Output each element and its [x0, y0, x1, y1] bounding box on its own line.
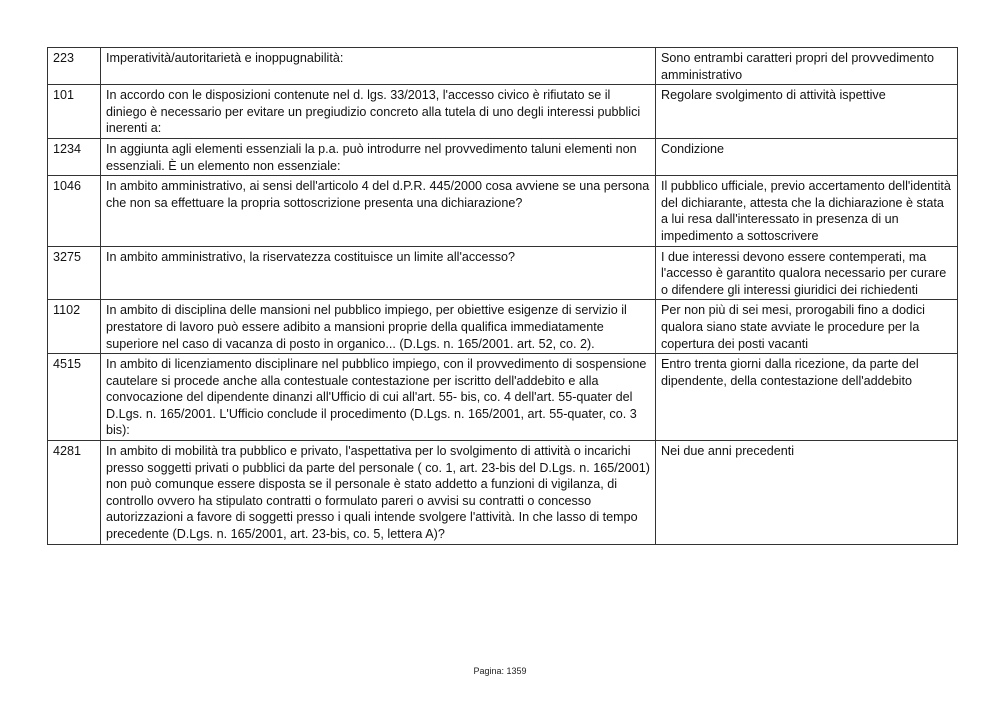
answer-text: Nei due anni precedenti — [656, 441, 958, 545]
question-id: 1046 — [48, 176, 101, 246]
answer-text: I due interessi devono essere contemperati, ma l'accesso è garantito qualora necessario per curare o difendere gli interessi giuridici dei richiedenti — [656, 246, 958, 300]
question-id: 1102 — [48, 300, 101, 354]
page-number: Pagina: 1359 — [473, 666, 527, 676]
answer-text: Il pubblico ufficiale, previo accertamento dell'identità del dichiarante, attesta che la dichiarazione è stata a lui resa dall'interessato in presenza di un impedimento a sottoscrivere — [656, 176, 958, 246]
table-row — [48, 176, 958, 246]
question-id: 101 — [48, 85, 101, 139]
question-id: 223 — [48, 48, 101, 85]
table-row — [48, 138, 958, 175]
table-row — [48, 85, 958, 139]
question-text: In ambito di mobilità tra pubblico e privato, l'aspettativa per lo svolgimento di attività o incarichi presso soggetti privati o pubblici da parte del personale ( co. 1, art. 23-bis del D.Lgs. n. 165/2001) non può comunque essere disposta se il personale è stato addetto a funzioni di vigilanza, di controllo ovvero ha stipulato contratti o formulato pareri o avvisi su contratti o concesso autorizzazioni a favore di soggetti presso i quali intende svolgere l'attività. In che lasso di tempo precedente (D.Lgs. n. 165/2001, art. 23-bis, co. 5, lettera A)? — [101, 441, 656, 545]
questions-table — [47, 47, 958, 545]
question-text: Imperatività/autoritarietà e inoppugnabilità: — [101, 48, 656, 85]
question-text: In ambito di licenziamento disciplinare nel pubblico impiego, con il provvedimento di sospensione cautelare si procede anche alla contestuale contestazione per iscritto dell'addebito e alla convocazione del dipendente dinanzi all'Ufficio di cui all'art. 55- bis, co. 4 dell'art. 55-quater del D.Lgs. n. 165/2001. L'Ufficio conclude il procedimento (D.Lgs. n. 165/2001, art. 55-quater, co. 3 bis): — [101, 354, 656, 441]
question-id: 4281 — [48, 441, 101, 545]
answer-text: Per non più di sei mesi, prorogabili fino a dodici qualora siano state avviate le procedure per la copertura dei posti vacanti — [656, 300, 958, 354]
answer-text: Condizione — [656, 138, 958, 175]
question-text: In accordo con le disposizioni contenute nel d. lgs. 33/2013, l'accesso civico è rifiutato se il diniego è necessario per evitare un pregiudizio concreto alla tutela di uno degli interessi pubblici inerenti a: — [101, 85, 656, 139]
table-row — [48, 354, 958, 441]
table-row — [48, 300, 958, 354]
table-row — [48, 441, 958, 545]
answer-text: Sono entrambi caratteri propri del provvedimento amministrativo — [656, 48, 958, 85]
table-row — [48, 246, 958, 300]
table-row — [48, 48, 958, 85]
question-id: 4515 — [48, 354, 101, 441]
answer-text: Regolare svolgimento di attività ispettive — [656, 85, 958, 139]
question-id: 1234 — [48, 138, 101, 175]
question-text: In aggiunta agli elementi essenziali la p.a. può introdurre nel provvedimento taluni elementi non essenziali. È un elemento non essenziale: — [101, 138, 656, 175]
question-id: 3275 — [48, 246, 101, 300]
answer-text: Entro trenta giorni dalla ricezione, da parte del dipendente, della contestazione dell'addebito — [656, 354, 958, 441]
question-text: In ambito amministrativo, ai sensi dell'articolo 4 del d.P.R. 445/2000 cosa avviene se una persona che non sa effettuare la propria sottoscrizione presenta una dichiarazione? — [101, 176, 656, 246]
question-text: In ambito amministrativo, la riservatezza costituisce un limite all'accesso? — [101, 246, 656, 300]
question-text: In ambito di disciplina delle mansioni nel pubblico impiego, per obiettive esigenze di servizio il prestatore di lavoro può essere adibito a mansioni proprie della qualifica immediatamente superiore nel caso di vacanza di posto in organico... (D.Lgs. n. 165/2001. art. 52, co. 2). — [101, 300, 656, 354]
